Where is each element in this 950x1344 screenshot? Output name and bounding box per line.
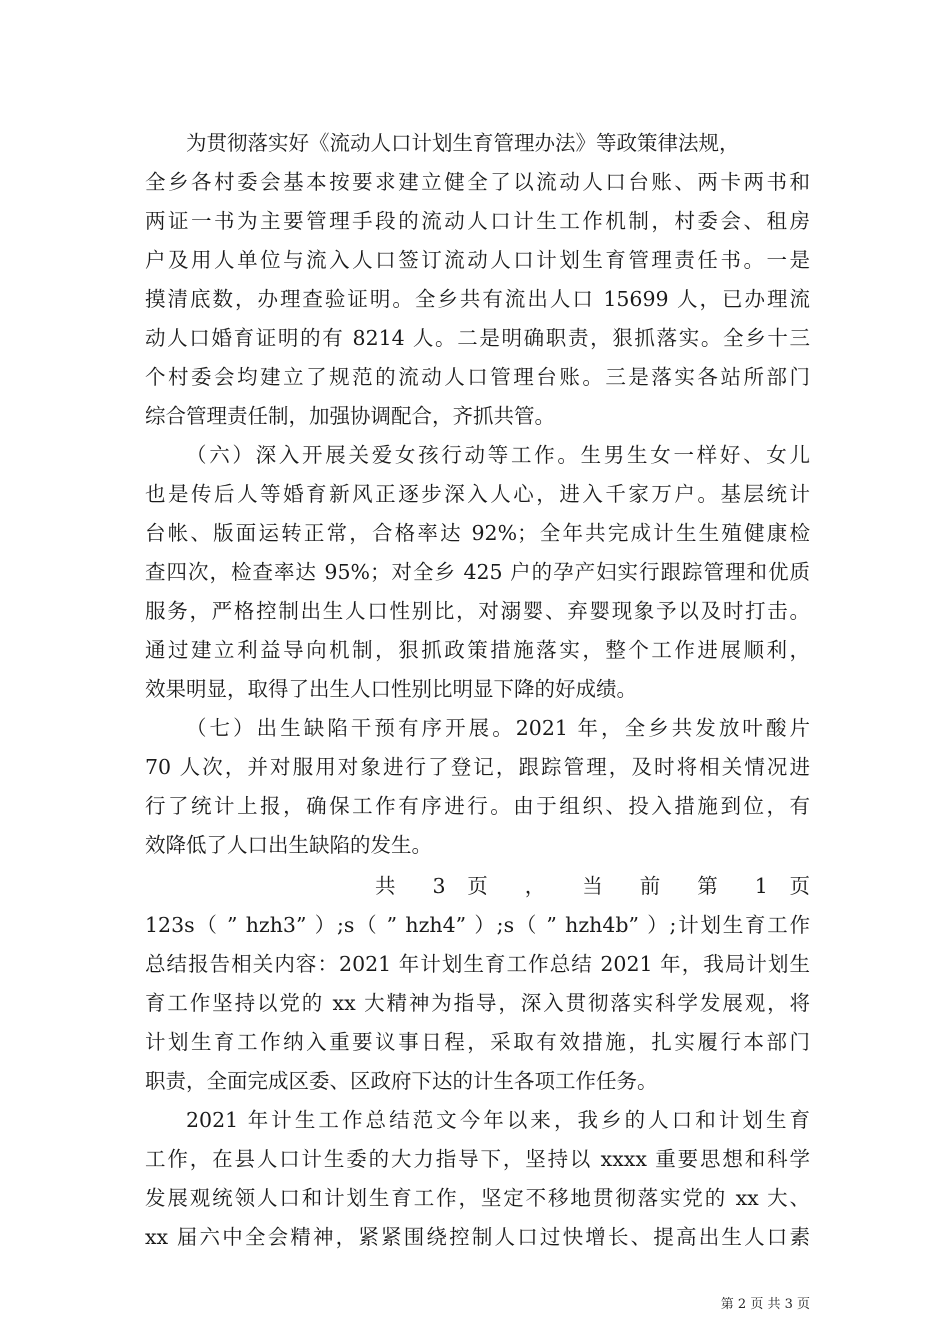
paragraph-line: 也是传后人等婚育新风正逐步深入人心，进入千家万户。基层统计 (145, 482, 810, 506)
paragraph-line: 个村委会均建立了规范的流动人口管理台账。三是落实各站所部门 (145, 365, 810, 389)
paragraph-line: 育工作坚持以党的 xx 大精神为指导，深入贯彻落实科学发展观，将 (145, 991, 810, 1015)
paragraph-line: 户及用人单位与流入人口签订流动人口计划生育管理责任书。一是 (145, 248, 810, 272)
paragraph-line: 2021 年计生工作总结范文今年以来，我乡的人口和计划生育 (186, 1108, 810, 1132)
paragraph-line: 动人口婚育证明的有 8214 人。二是明确职责，狠抓落实。全乡十三 (145, 326, 810, 350)
paragraph-line: 摸清底数，办理查验证明。全乡共有流出人口 15699 人，已办理流 (145, 287, 810, 311)
paragraph-line: 70 人次，并对服用对象进行了登记，跟踪管理，及时将相关情况进 (145, 755, 810, 779)
paragraph-line: 全乡各村委会基本按要求建立健全了以流动人口台账、两卡两书和 (145, 170, 810, 194)
paragraph-line: 查四次，检查率达 95%；对全乡 425 户的孕产妇实行跟踪管理和优质 (145, 560, 810, 584)
paragraph-line: 台帐、版面运转正常，合格率达 92%；全年共完成计生生殖健康检 (145, 521, 810, 545)
paragraph-line: 123s（ ” hzh3” ）;s（ ” hzh4” ）;s（ ” hzh4b” ）;计划生育工作 (145, 913, 810, 937)
paragraph-line: 计划生育工作纳入重要议事日程，采取有效措施，扎实履行本部门 (145, 1030, 810, 1054)
paragraph-line: 综合管理责任制，加强协调配合，齐抓共管。 (145, 404, 555, 428)
paragraph-line: 服务，严格控制出生人口性别比，对溺婴、弃婴现象予以及时打击。 (145, 599, 810, 623)
paragraph-line: 两证一书为主要管理手段的流动人口计生工作机制，村委会、租房 (145, 209, 810, 233)
paragraph-line: 发展观统领人口和计划生育工作，坚定不移地贯彻落实党的 xx 大、 (145, 1186, 810, 1210)
paragraph-line: 为贯彻落实好《流动人口计划生育管理办法》等政策律法规， (186, 131, 740, 155)
paragraph-line: 工作，在县人口计生委的大力指导下，坚持以 xxxx 重要思想和科学 (145, 1147, 810, 1171)
paragraph-line: （六）深入开展关爱女孩行动等工作。生男生女一样好、女儿 (186, 443, 810, 467)
paragraph-line: xx 届六中全会精神，紧紧围绕控制人口过快增长、提高出生人口素 (145, 1225, 810, 1249)
paragraph-line: 通过建立利益导向机制，狠抓政策措施落实，整个工作进展顺利， (145, 638, 810, 662)
paragraph-line: 效降低了人口出生缺陷的发生。 (145, 833, 432, 857)
paragraph-line: 职责，全面完成区委、区政府下达的计生各项工作任务。 (145, 1069, 658, 1093)
paragraph-line: 行了统计上报，确保工作有序进行。由于组织、投入措施到位，有 (145, 794, 810, 818)
paragraph-line: 总结报告相关内容：2021 年计划生育工作总结 2021 年，我局计划生 (145, 952, 810, 976)
paragraph-line: 效果明显，取得了出生人口性别比明显下降的好成绩。 (145, 677, 637, 701)
page-footer: 第 2 页 共 3 页 (720, 1297, 810, 1312)
page-count-line: 共 3 页 ， 当 前 第 1 页 (375, 874, 810, 898)
paragraph-line: （七）出生缺陷干预有序开展。2021 年，全乡共发放叶酸片 (186, 716, 810, 740)
